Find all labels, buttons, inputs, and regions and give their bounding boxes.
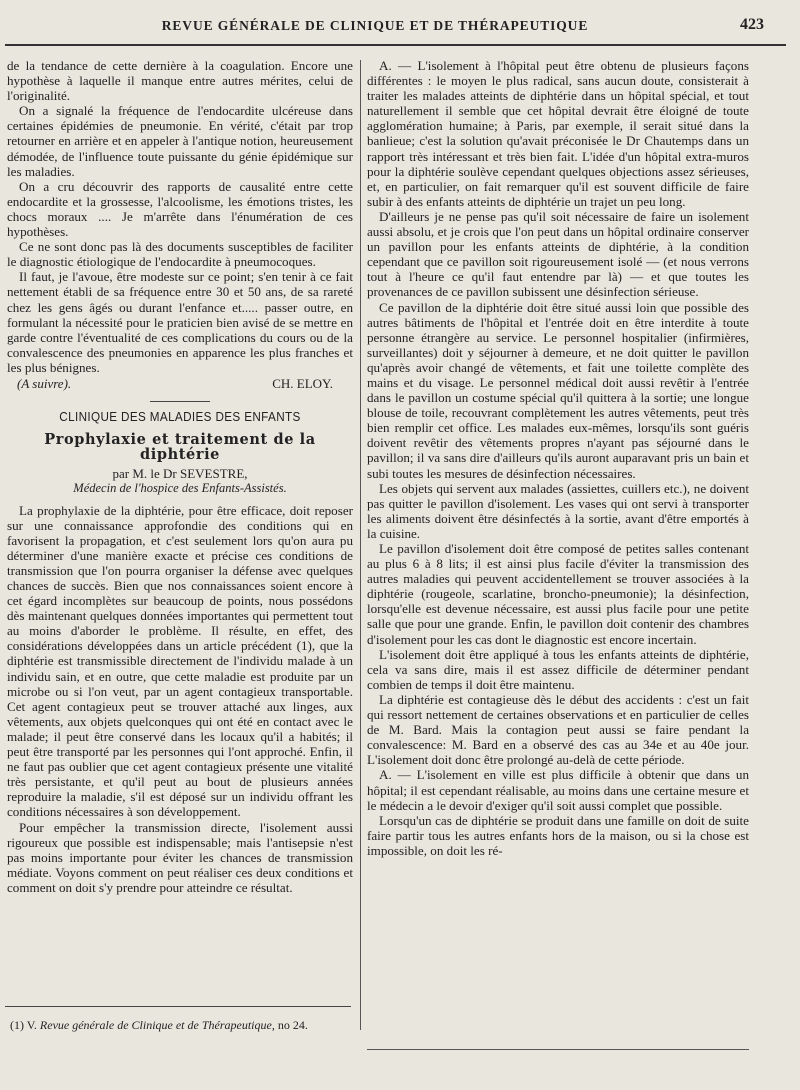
column-separator xyxy=(360,60,361,1030)
right-column-bottom-rule xyxy=(367,1049,749,1050)
footnote-issue: no 24. xyxy=(277,1018,308,1032)
paragraph: D'ailleurs je ne pense pas qu'il soit nécessaire de faire un isolement aussi absolu, et je crois que l'on peut dans un hôpital ordinaire conserver un pavillon pour les enfants atteints de diphtérie, à la condition cependant que ce pavillon soit rigoureusement isolé — (et nous verrons tout à l'heure ce qu'il faut entendre par là) — et que toutes les provenances de ce pavillon subissent une désinfection sérieuse. xyxy=(367,208,749,300)
section-divider xyxy=(150,401,210,402)
page-header xyxy=(0,10,800,40)
paragraph: Lorsqu'un cas de diphtérie se produit dans une famille on doit de suite faire partir tous les autres enfants hors de la maison, ou si la chose est impossible, on doit les ré- xyxy=(367,812,749,858)
article-signoff xyxy=(7,376,353,391)
paragraph: Le pavillon d'isolement doit être composé de petites salles contenant au plus 6 à 8 lits; il est ainsi plus facile d'éviter la transmission des autres maladies qui peuvent accidentellement se trouver associées à la diphtérie (rougeole, scarlatine, broncho-pneumonie); la désinfection, lorsqu'elle est devenue nécessaire, est aussi plus facile pour une petite salle que pour une grande. Enfin, le pavillon doit contenir des chambres d'isolement pour les cas dont le diagnostic est encore incertain. xyxy=(367,541,749,647)
footnote xyxy=(10,1018,356,1032)
paragraph: de la tendance de cette dernière à la coagulation. Encore une hypothèse à laquelle il manque entre autres mérites, celui de l'originalité. xyxy=(7,58,353,104)
paragraph: L'isolement doit être appliqué à tous les enfants atteints de diphtérie, cela va sans dire, mais il est assez difficile de déterminer pendant combien de temps il doit être maintenu. xyxy=(367,646,749,692)
left-column xyxy=(7,58,353,895)
paragraph: On a cru découvrir des rapports de causalité entre cette endocardite et la grossesse, l'alcoolisme, les émotions tristes, les chocs moraux .... Je m'arrête dans l'énumération de ces hypothèses. xyxy=(7,178,353,240)
author-affiliation: Médecin de l'hospice des Enfants-Assistés. xyxy=(73,481,287,496)
running-title: REVUE GÉNÉRALE DE CLINIQUE ET DE THÉRAPEUTIQUE xyxy=(161,18,589,33)
page-number: 423 xyxy=(740,16,764,33)
paragraph: A. — L'isolement en ville est plus difficile à obtenir que dans un hôpital; il est cependant réalisable, au moins dans une certaine mesure et le médecin a le devoir d'exiger qu'il soit aussi complet que possible. xyxy=(367,767,749,813)
paragraph: A. — L'isolement à l'hôpital peut être obtenu de plusieurs façons différentes : le moyen le plus radical, sans aucun doute, consisterait à traiter les malades atteints de diphtérie dans un hôpital spécial, et tout naturellement il semble que cet hôpital devrait être éloigné de toute agglomération humaine; à Paris, par exemple, il serait situé dans la banlieue; c'est la solution qu'avait préconisée le Dr Chautemps dans un rapport très intéressant et très bien fait. L'idée d'un hôpital extra-muros pour la diphtérie soulève cependant quelques objections assez sérieuses, et, en particulier, on fait remarquer qu'il est souvent difficile de faire subir à des enfants atteints de diphtérie un trajet un peu long. xyxy=(367,58,749,209)
author-signature: CH. ELOY. xyxy=(272,375,333,391)
paragraph: La prophylaxie de la diphtérie, pour être efficace, doit reposer sur une connaissance approfondie des conditions qui en favorisent la propagation, et c'est seulement lors qu'on aura pu déterminer d'une manière exacte et précise ces conditions de transmission que l'on pourra organiser la défense avec quelques chances de succès. Bien que nos connaissances soient encore à cet égard incomplètes sur beaucoup de points, nous possédons dès maintenant quelques données importantes qui permettent tout au moins d'aborder le problème. Il résulte, en effet, des considérations développées dans un article précédent (1), que la diphtérie est transmissible directement de l'individu malade à un individu sain, et en outre, que cette maladie est produite par un microbe ou si l'on veut, par un agent contagieux transportable. Cet agent contagieux peut se trouver attaché aux linges, aux vêtements, aux objets quelconques qui ont été en contact avec le malade; il peut être conservé dans les locaux qu'il a habités; il peut être transporté par les personnes qui l'ont approché. Enfin, il ne faut pas oublier que cet agent contagieux présente une vitalité très persistante, et qu'il peut au bout de plusieurs années reproduire la maladie, s'il est déposé sur un individu offrant les conditions nécessaires à son développement. xyxy=(7,502,353,820)
byline: par M. le Dr SEVESTRE, xyxy=(112,466,248,482)
section-heading: CLINIQUE DES MALADIES DES ENFANTS xyxy=(59,409,301,425)
header-rule xyxy=(5,44,786,46)
footnote-reference: Revue générale de Clinique et de Thérapeutique, xyxy=(39,1018,275,1032)
footnote-rule xyxy=(5,1006,351,1007)
article-title: Prophylaxie et traitement de la diphtérie xyxy=(44,431,316,464)
right-column xyxy=(367,58,749,858)
paragraph: Les objets qui servent aux malades (assiettes, cuillers etc.), ne doivent pas quitter le pavillon d'isolement. Les vases qui ont servi à transporter les aliments doivent être désinfectés à la sortie, avant d'être emportés à la cuisine. xyxy=(367,480,749,541)
paragraph: On a signalé la fréquence de l'endocardite ulcéreuse dans certaines épidémies de pneumonie. En vérité, c'était par trop retourner en arrière et en appeler à l'antique notion, heureusement démodée, de l'influence toute puissante du génie épidémique sur les maladies. xyxy=(7,103,353,179)
footnote-marker: (1) V. xyxy=(10,1018,37,1032)
paragraph: Pour empêcher la transmission directe, l'isolement aussi rigoureux que possible est indispensable; mais l'antisepsie n'est pas moins importante pour éviter les chances de transmission médiate. Voyons comment on peut réaliser ces deux conditions et comment on doit s'y prendre pour atteindre ce résultat. xyxy=(7,819,353,895)
paragraph: La diphtérie est contagieuse dès le début des accidents : c'est un fait qui ressort nettement de certaines observations et en particulier de celles de M. Bard. Mais la contagion peut aussi se faire pendant la convalescence: M. Bard en a observé des cas au 34e et au 40e jour. L'isolement doit donc être prolongé au-delà de cette période. xyxy=(367,691,749,768)
to-be-continued: (A suivre). xyxy=(17,375,72,391)
paragraph: Ce ne sont donc pas là des documents susceptibles de faciliter le diagnostic étiologique de l'endocardite à pneumocoques. xyxy=(7,239,353,270)
paragraph: Ce pavillon de la diphtérie doit être situé aussi loin que possible des autres bâtiments de l'hôpital et l'entrée doit en être interdite à toute personne étrangère au service. Le personnel hospitalier (infirmières, surveillantes) doit y séjourner à demeure, et ne doit quitter le pavillon qu'après avoir changé de vêtements, et fait une toilette complète des mains et du visage. Le personnel médical doit aussi revêtir à l'entrée dans le pavillon un costume spécial qu'il quittera à la sortie; une longue blouse de toile, recouvrant complètement les autres vêtements, peut très bien remplir cet office. Les malades eux-mêmes, lorsqu'ils sont guéris doivent revêtir des vêtements propres n'ayant pas séjourné dans le pavillon; il va sans dire d'ailleurs qu'ils auront auparavant pris un bain et subi toutes les mesures de désinfection nécessaires. xyxy=(367,299,749,481)
paragraph: Il faut, je l'avoue, être modeste sur ce point; s'en tenir à ce fait nettement établi de sa fréquence entre 30 et 50 ans, de sa rareté chez les gens âgés ou durant l'enfance et..... passer outre, en formulant la nécessité pour le praticien bien avisé de se mettre en garde contre l'éventualité de ces complications du cours ou de la convalescence des pneumonies en apparence les plus franches et les plus bénignes. xyxy=(7,269,353,375)
